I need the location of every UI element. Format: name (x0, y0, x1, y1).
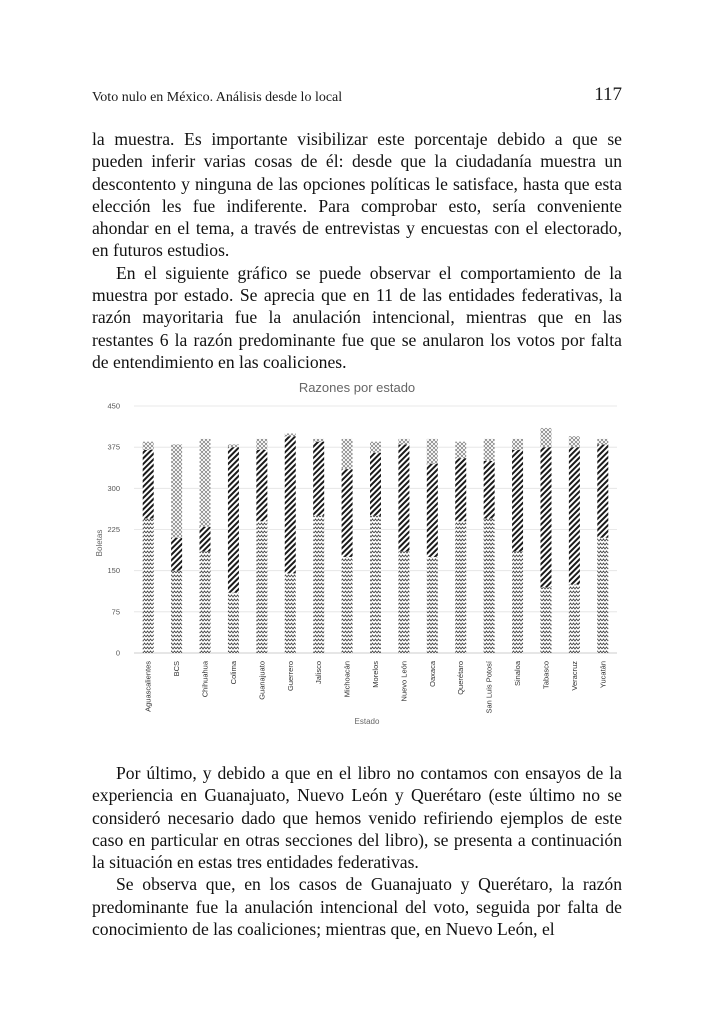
bar-segment-1 (569, 584, 580, 653)
bar-segment-3 (455, 442, 466, 458)
x-category-label: Guanajuato (257, 661, 267, 700)
bar-segment-2 (228, 447, 239, 592)
x-category-label: Tabasco (541, 661, 551, 689)
x-category-label: Jalisco (314, 661, 324, 684)
x-category-label: San Luis Potosí (484, 661, 494, 714)
bar-segment-3 (200, 439, 211, 527)
x-category-label: Nuevo León (399, 661, 409, 702)
bar-segment-3 (398, 439, 409, 444)
bar-segment-3 (597, 439, 608, 444)
bar-segment-2 (540, 447, 551, 587)
bar-segment-2 (484, 461, 495, 519)
bar-segment-1 (171, 571, 182, 653)
bar-segment-1 (398, 551, 409, 653)
paragraph-4: Se observa que, en los casos de Guanajuato y Querétaro, la razón predominante fue la anulación intencional del voto, seguida por falta de conocimiento de las coaliciones; mientras que, en Nuevo León, el (92, 874, 622, 940)
page-number: 117 (594, 84, 622, 105)
x-category-label: Querétaro (456, 661, 466, 695)
paragraph-1: la muestra. Es importante visibilizar este porcentaje debido a que se pueden inferir varias cosas de él: desde que la ciudadanía muestra un descontento y ninguna de las opciones políticas le satisface, hasta que esta elección les fue indiferente. Para comprobar esto, sería conveniente ahondar en el tema, a través de entrevistas y encuestas con el electorado, en futuros estudios. (92, 129, 622, 261)
bar-segment-1 (427, 557, 438, 653)
body-text-top (92, 128, 622, 373)
bar-segment-2 (313, 442, 324, 516)
x-category-label: Colima (228, 661, 238, 685)
bar-segment-3 (285, 433, 296, 436)
x-axis-title: Estado (354, 717, 380, 726)
bar-segment-1 (285, 573, 296, 653)
bar-segment-2 (512, 450, 523, 552)
bar-segment-3 (540, 428, 551, 447)
body-text-bottom (92, 762, 622, 940)
bar-segment-3 (313, 439, 324, 442)
chart-svg (92, 378, 622, 728)
bar-segment-1 (597, 538, 608, 653)
x-category-label: Oaxaca (427, 661, 437, 687)
stacked-bar-chart (92, 378, 622, 728)
bar-segment-1 (342, 557, 353, 653)
y-tick-label: 450 (107, 401, 120, 411)
x-category-label: Michoacán (342, 661, 352, 698)
x-category-label: Guerrero (285, 661, 295, 692)
bar-segment-2 (455, 458, 466, 521)
bar-segment-3 (427, 439, 438, 464)
bar-segment-3 (256, 439, 267, 450)
bar-segment-2 (569, 447, 580, 584)
y-axis-title: Boletas (95, 529, 104, 557)
y-tick-label: 75 (111, 607, 120, 617)
bar-segment-1 (484, 519, 495, 653)
bar-segment-1 (313, 516, 324, 653)
chart-title: Razones por estado (298, 380, 416, 395)
x-category-label: Yucatán (598, 661, 608, 689)
bar-segment-1 (228, 593, 239, 653)
bar-segment-2 (342, 469, 353, 557)
y-tick-label: 375 (107, 442, 120, 452)
bar-segment-2 (256, 450, 267, 521)
x-category-label: Aguascalientes (143, 661, 153, 712)
bar-segment-3 (569, 436, 580, 447)
chart-bars (143, 428, 609, 653)
x-category-label: Chihuahua (200, 661, 210, 698)
bar-segment-2 (171, 538, 182, 571)
bar-segment-3 (484, 439, 495, 461)
bar-segment-1 (256, 521, 267, 653)
bar-segment-3 (512, 439, 523, 450)
bar-segment-3 (171, 444, 182, 537)
bar-segment-1 (143, 519, 154, 653)
bar-segment-3 (228, 444, 239, 447)
bar-segment-2 (398, 444, 409, 551)
bar-segment-1 (200, 551, 211, 653)
running-title: Voto nulo en México. Análisis desde lo local (92, 90, 343, 105)
x-category-label: Morelos (371, 661, 380, 688)
paragraph-3: Por último, y debido a que en el libro no contamos con ensayos de la experiencia en Guanajuato, Nuevo León y Querétaro (este último no se consideró necesario dado que hemos venido refiriendo ejemplos de este caso en particular en otras secciones del libro), se presenta a continuación la situación en estas tres entidades federativas. (92, 763, 622, 873)
y-tick-label: 300 (107, 483, 120, 493)
bar-segment-2 (427, 464, 438, 557)
bar-segment-2 (143, 450, 154, 519)
x-category-label: Veracruz (569, 661, 579, 691)
y-tick-label: 150 (107, 566, 120, 576)
bar-segment-3 (370, 442, 381, 453)
x-category-label: BCS (172, 661, 182, 677)
bar-segment-1 (512, 551, 523, 653)
bar-segment-2 (200, 527, 211, 552)
y-tick-label: 0 (115, 648, 120, 658)
x-axis-labels (144, 660, 608, 713)
bar-segment-1 (370, 516, 381, 653)
bar-segment-2 (370, 453, 381, 516)
bar-segment-3 (143, 442, 154, 450)
bar-segment-2 (285, 436, 296, 573)
bar-segment-2 (597, 444, 608, 537)
bar-segment-1 (455, 521, 466, 653)
running-head (92, 84, 622, 108)
x-category-label: Sinaloa (513, 661, 523, 687)
bar-segment-3 (342, 439, 353, 469)
bar-segment-1 (540, 587, 551, 653)
y-tick-label: 225 (107, 525, 120, 534)
paragraph-2: En el siguiente gráfico se puede observar el comportamiento de la muestra por estado. Se aprecia que en 11 de las entidades federativas, la razón mayoritaria fue la anulación intencional, mientras que en las restantes 6 la razón predominante fue que se anularon los votos por falta de entendimiento en las coaliciones. (92, 262, 622, 372)
y-axis-ticks (107, 402, 120, 658)
